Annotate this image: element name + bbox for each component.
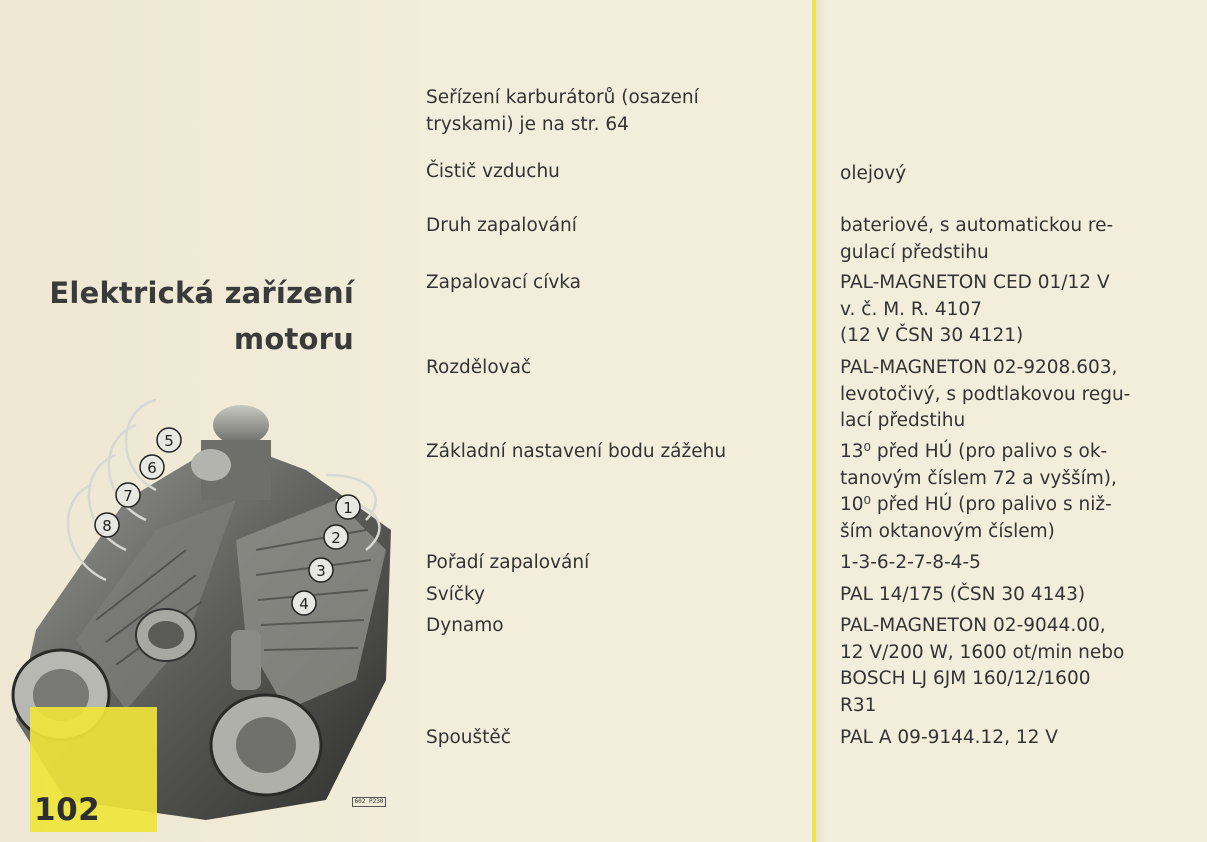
heading-line-1: Elektrická zařízení — [49, 276, 354, 310]
spec-label-ignition-timing — [426, 439, 726, 466]
value-line: 1-3-6-2-7-8-4-5 — [840, 552, 981, 573]
cyl-label-5: 5 — [164, 432, 174, 450]
value-line: BOSCH LJ 6JM 160/12/1600 — [840, 668, 1091, 689]
value-line: v. č. M. R. 4107 — [840, 298, 982, 320]
spec-value-ignition-coil — [840, 270, 1110, 350]
value-line: PAL-MAGNETON 02-9044.00, — [840, 615, 1106, 636]
spec-value-firing-order — [840, 550, 981, 577]
spec-label-spark-plugs — [426, 582, 485, 609]
spec-label-dynamo — [426, 613, 504, 640]
spec-label-firing-order — [426, 550, 589, 577]
label-line: Pořadí zapalování — [426, 552, 590, 573]
value-line: (12 V ČSN 30 4121) — [840, 325, 1024, 346]
value-line: 10⁰ před HÚ (pro palivo s niž- — [840, 494, 1112, 515]
label-line: Svíčky — [426, 584, 486, 605]
value-line: R31 — [840, 694, 877, 716]
spec-value-distributor — [840, 355, 1130, 435]
intro-line-1: Seřízení karburátorů (osazení — [426, 87, 699, 108]
label-line: Základní nastavení bodu zážehu — [426, 441, 727, 462]
label-line: Druh zapalování — [426, 215, 577, 236]
value-line: tanovým číslem 72 a vyšším), — [840, 467, 1117, 489]
spec-value-ignition-type — [840, 213, 1113, 266]
value-line: lací předstihu — [840, 410, 966, 431]
spec-value-starter — [840, 725, 1058, 752]
intro-note — [426, 85, 699, 138]
spec-value-ignition-timing — [840, 439, 1117, 545]
spec-label-distributor — [426, 355, 531, 382]
value-line: levotočivý, s podtlakovou regu- — [840, 383, 1131, 405]
spec-value-air-cleaner — [840, 161, 906, 188]
cyl-label-4: 4 — [299, 595, 309, 613]
cyl-label-1: 1 — [343, 499, 353, 517]
label-line: Dynamo — [426, 615, 504, 636]
label-line: Spouštěč — [426, 727, 511, 748]
value-line: PAL-MAGNETON CED 01/12 V — [840, 272, 1110, 293]
value-line: 13⁰ před HÚ (pro palivo s ok- — [840, 441, 1108, 462]
cyl-label-2: 2 — [331, 529, 341, 547]
value-line: 12 V/200 W, 1600 ot/min nebo — [840, 641, 1125, 663]
value-line: olejový — [840, 163, 907, 184]
cyl-label-3: 3 — [316, 562, 326, 580]
value-line: PAL-MAGNETON 02-9208.603, — [840, 357, 1118, 378]
value-line: ším oktanovým číslem) — [840, 520, 1055, 542]
spec-value-spark-plugs — [840, 582, 1085, 609]
spec-label-starter — [426, 725, 511, 752]
spec-label-ignition-type — [426, 213, 577, 240]
figure-code: 602 P230 — [352, 797, 386, 807]
spec-value-dynamo — [840, 613, 1124, 719]
heading-line-2: motoru — [233, 322, 354, 356]
section-heading — [49, 270, 354, 362]
label-line: Zapalovací cívka — [426, 272, 582, 293]
label-line: Rozdělovač — [426, 357, 532, 378]
page-number: 102 — [34, 792, 101, 828]
value-line: bateriové, s automatickou re- — [840, 215, 1114, 236]
cyl-label-8: 8 — [102, 517, 112, 535]
cyl-label-6: 6 — [147, 459, 157, 477]
cyl-label-7: 7 — [123, 487, 133, 505]
spec-label-air-cleaner — [426, 159, 560, 186]
value-line: PAL 14/175 (ČSN 30 4143) — [840, 584, 1086, 605]
page-fold-shadow — [816, 0, 826, 842]
value-line: PAL A 09-9144.12, 12 V — [840, 727, 1058, 748]
intro-line-2: tryskami) je na str. 64 — [426, 113, 629, 135]
value-line: gulací předstihu — [840, 241, 989, 263]
spec-label-ignition-coil — [426, 270, 581, 297]
label-line: Čistič vzduchu — [426, 161, 560, 182]
